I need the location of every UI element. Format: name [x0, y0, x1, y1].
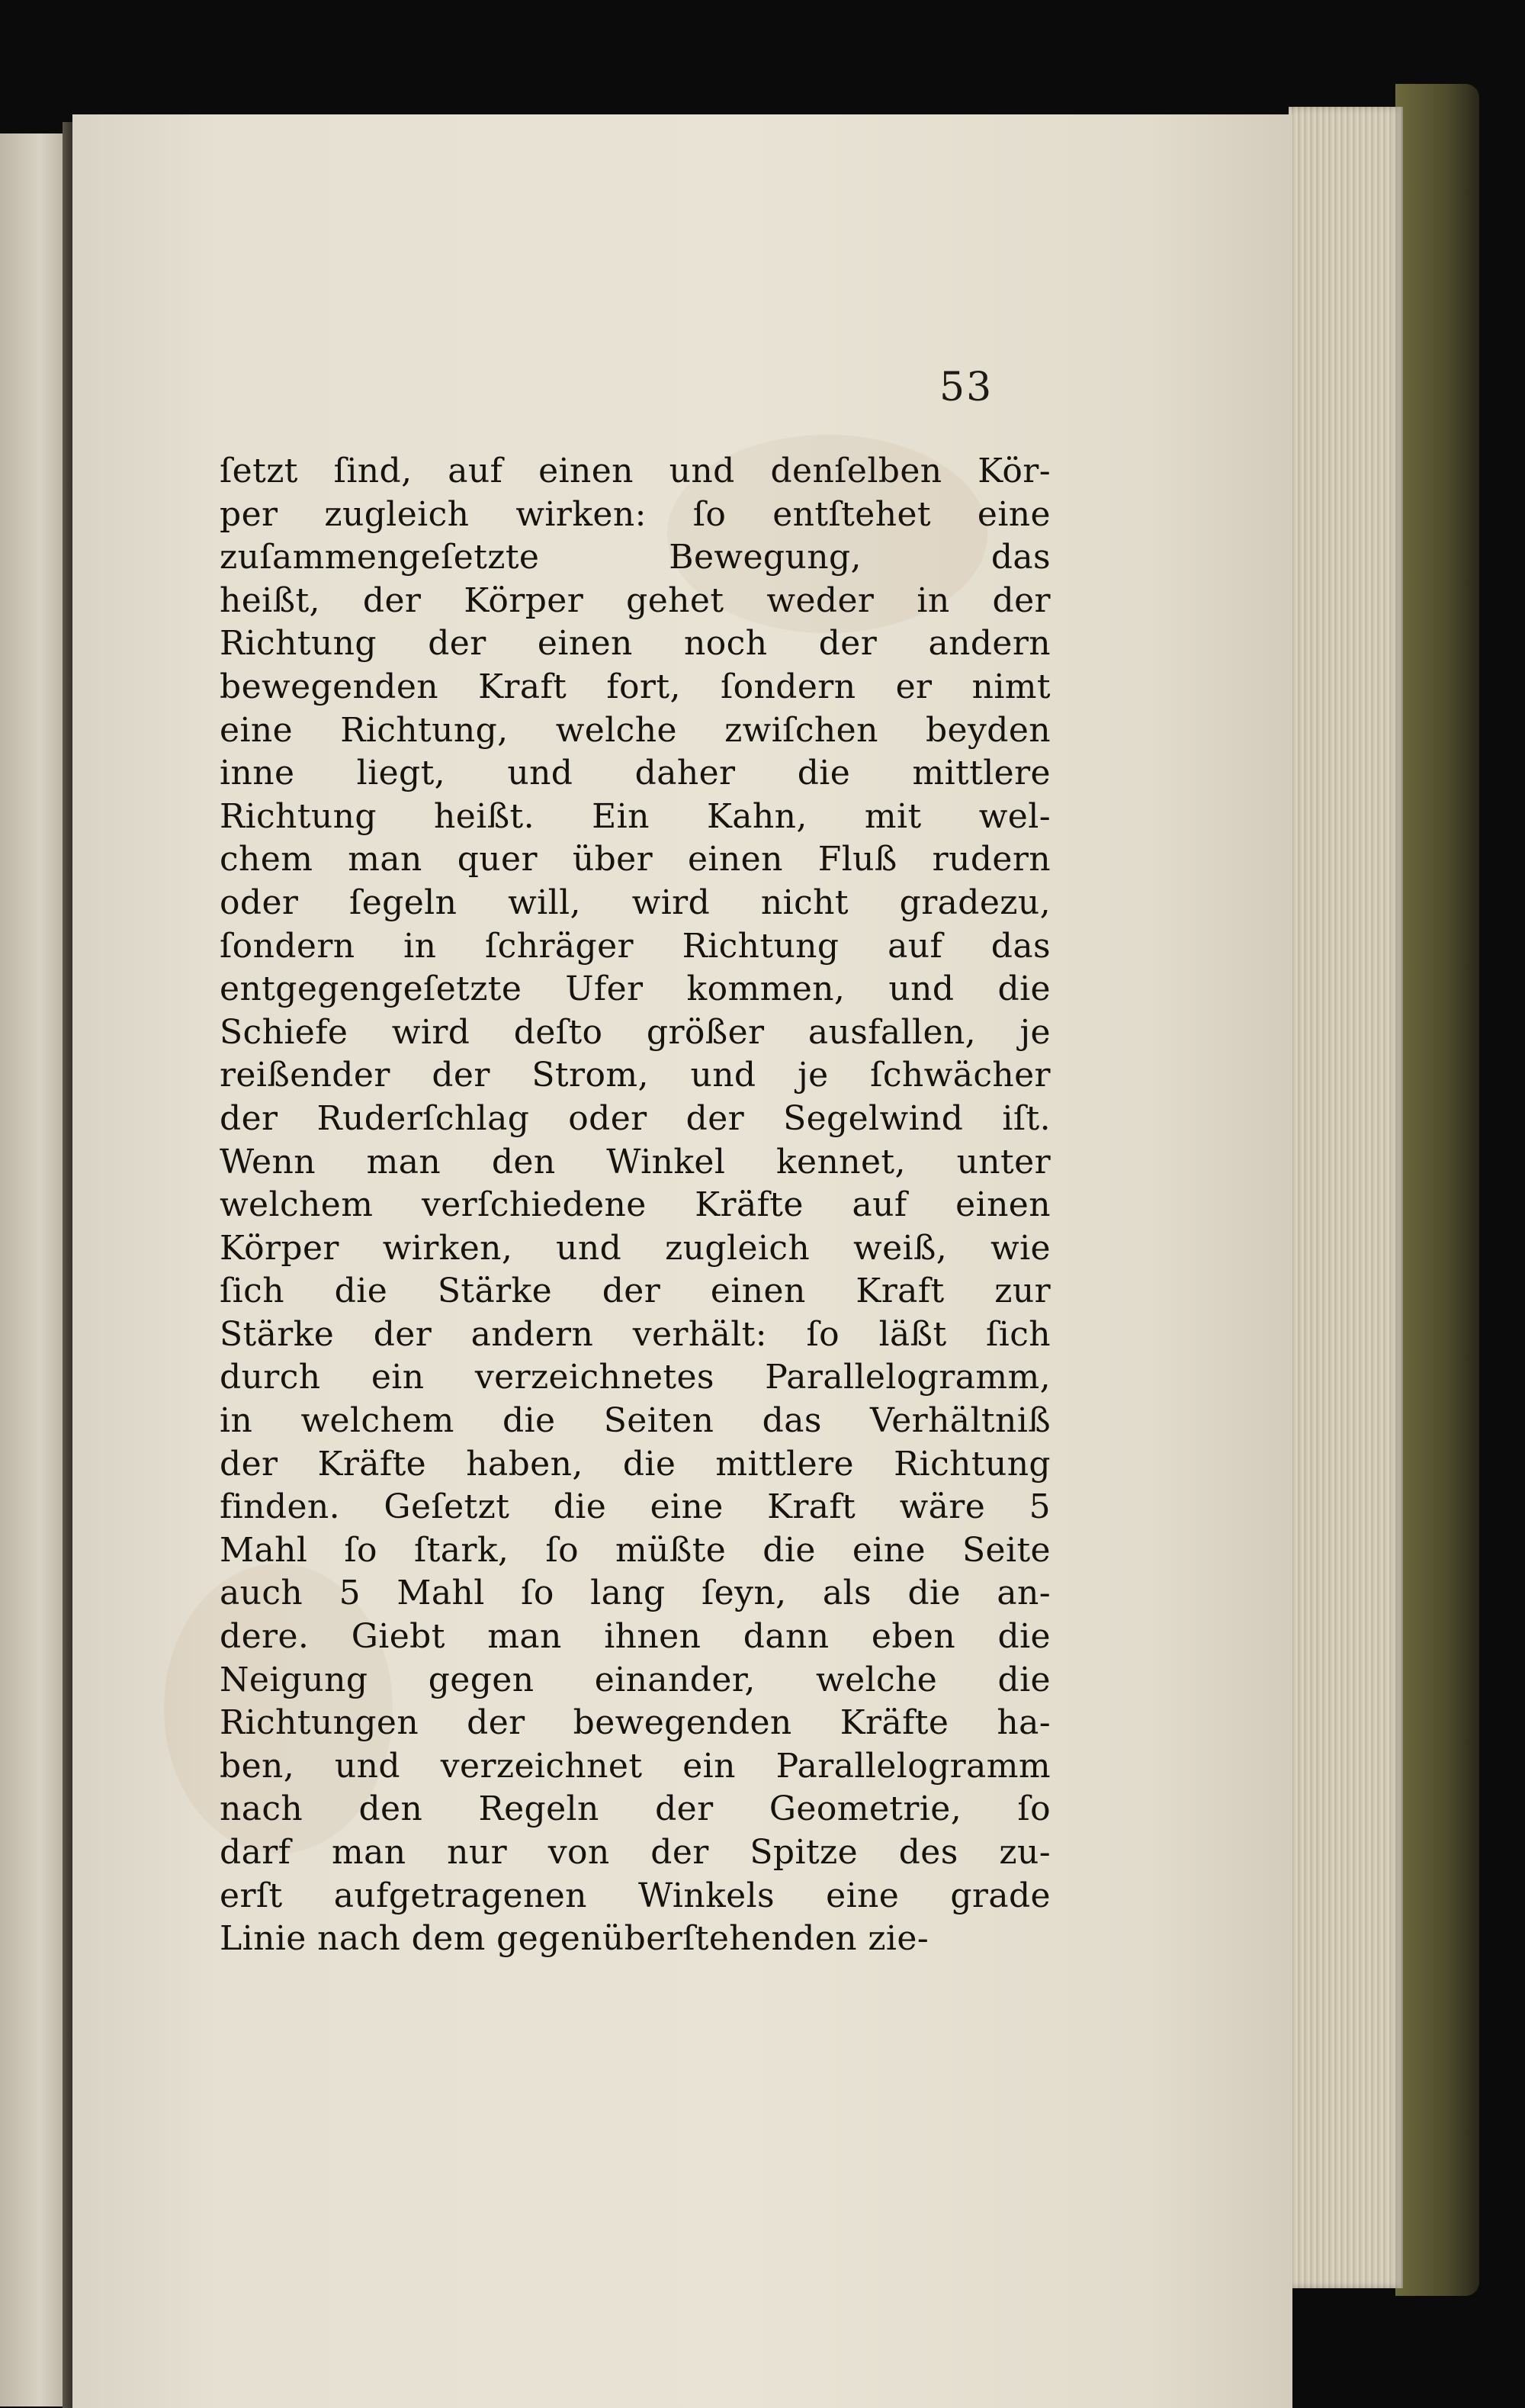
- body-text: [220, 450, 1051, 1961]
- text-line: durch ein verzeichnetes Parallelogramm,: [220, 1358, 1051, 1397]
- text-line: reißender der Strom, und je ſchwächer: [220, 1056, 1051, 1095]
- text-line: Richtungen der bewegenden Kräfte ha-: [220, 1703, 1051, 1743]
- text-line: welchem verſchiedene Kräfte auf einen: [220, 1185, 1051, 1225]
- text-line: Mahl ſo ſtark, ſo müßte die eine Seite: [220, 1530, 1051, 1570]
- text-line: Stärke der andern verhält: ſo läßt ſich: [220, 1314, 1051, 1354]
- text-line: ſich die Stärke der einen Kraft zur: [220, 1272, 1051, 1311]
- text-line: in welchem die Seiten das Verhältniß: [220, 1401, 1051, 1441]
- text-line: finden. Geſetzt die eine Kraft wäre 5: [220, 1487, 1051, 1527]
- text-line: Neigung gegen einander, welche die: [220, 1660, 1051, 1699]
- text-line: nach den Regeln der Geometrie, ſo: [220, 1789, 1051, 1829]
- text-line: inne liegt, und daher die mittlere: [220, 754, 1051, 793]
- text-line: chem man quer über einen Fluß rudern: [220, 840, 1051, 879]
- text-line: auch 5 Mahl ſo lang ſeyn, als die an-: [220, 1574, 1051, 1613]
- text-line: Linie nach dem gegenüberſtehenden zie-: [220, 1919, 929, 1959]
- text-line: darf man nur von der Spitze des zu-: [220, 1833, 1051, 1872]
- previous-page-edge: [0, 133, 72, 2406]
- text-line: entgegengeſetzte Ufer kommen, und die: [220, 969, 1051, 1009]
- text-line: der Ruderſchlag oder der Segelwind iſt.: [220, 1098, 1051, 1138]
- page-block-edge: [1289, 107, 1403, 2288]
- text-line: per zugleich wirken: ſo entſtehet eine: [220, 494, 1051, 534]
- text-line: eine Richtung, welche zwiſchen beyden: [220, 710, 1051, 750]
- text-line: bewegenden Kraft fort, ſondern er nimt: [220, 667, 1051, 706]
- text-line: Richtung der einen noch der andern: [220, 624, 1051, 664]
- text-line: der Kräfte haben, die mittlere Richtung: [220, 1444, 1051, 1484]
- text-line: heißt, der Körper gehet weder in der: [220, 580, 1051, 620]
- book-cover: [1395, 84, 1479, 2296]
- page-number: 53: [939, 365, 994, 410]
- text-line: ben, und verzeichnet ein Parallelogramm: [220, 1746, 1051, 1786]
- text-line: Richtung heißt. Ein Kahn, mit wel-: [220, 796, 1051, 836]
- text-line: erſt aufgetragenen Winkels eine grade: [220, 1876, 1051, 1915]
- text-line: Schiefe wird deſto größer ausfallen, je: [220, 1012, 1051, 1052]
- text-line: dere. Giebt man ihnen dann eben die: [220, 1617, 1051, 1657]
- text-line: oder ſegeln will, wird nicht gradezu,: [220, 883, 1051, 922]
- text-line: Körper wirken, und zugleich weiß, wie: [220, 1228, 1051, 1268]
- text-line: Wenn man den Winkel kennet, unter: [220, 1142, 1051, 1181]
- text-line: ſetzt ſind, auf einen und denſelben Kör-: [220, 452, 1051, 490]
- text-line: ſondern in ſchräger Richtung auf das: [220, 926, 1051, 966]
- text-line: zuſammengeſetzte Bewegung, das: [220, 538, 1051, 577]
